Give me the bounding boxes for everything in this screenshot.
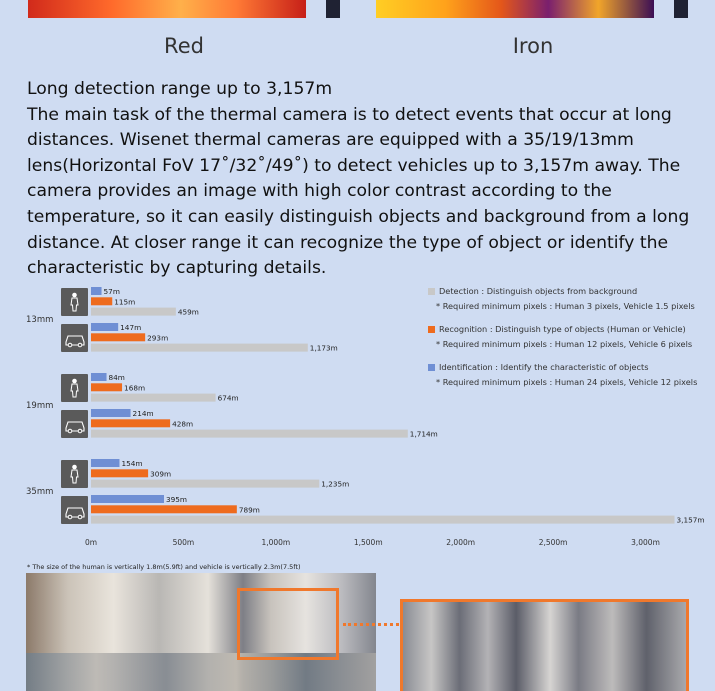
bar-recognition-13mm-human [91,297,112,305]
x-tick-label: 0m [84,538,98,547]
car-wheel-icon [68,343,72,347]
lens-label-19mm: 19mm [26,401,54,411]
bar-identification-13mm-human [91,287,102,295]
bar-detection-35mm-human [91,480,319,488]
person-head-icon [72,465,77,470]
size-footnote: * The size of the human is vertically 1.8m(5.9ft) and vehicle is vertically 2.3m(7.5ft) [27,563,301,571]
legend-recognition-note: * Required minimum pixels : Human 12 pixels, Vehicle 6 pixels [436,339,693,349]
zoomed-detail-photo [400,599,689,691]
person-head-icon [72,379,77,384]
bar-label-identification-13mm-vehicle: 147m [120,323,142,332]
bar-label-detection-13mm-human: 459m [177,307,199,317]
bar-identification-19mm-human [91,373,107,381]
bar-label-recognition-19mm-vehicle: 428m [172,419,194,429]
vehicle-icon [61,410,88,438]
legend-identification-note: * Required minimum pixels : Human 24 pixels, Vehicle 12 pixels [436,377,698,387]
bar-detection-13mm-vehicle [91,344,308,352]
bar-label-identification-19mm-human: 84m [108,373,125,382]
zoom-connector [343,623,399,626]
bar-recognition-35mm-vehicle [91,505,237,513]
bar-label-identification-35mm-human: 154m [121,459,143,468]
x-tick-label: 2,000m [446,538,476,547]
x-tick-label: 1,500m [353,538,383,547]
article-heading: Long detection range up to 3,157m [27,79,333,99]
bar-label-identification-19mm-vehicle: 214m [132,409,154,418]
x-tick-label: 500m [172,538,195,547]
bar-recognition-35mm-human [91,469,148,477]
bar-detection-13mm-human [91,308,176,316]
bar-identification-35mm-human [91,459,119,467]
bar-label-recognition-19mm-human: 168m [124,383,146,393]
lens-label-35mm: 35mm [26,487,54,497]
bar-label-identification-35mm-vehicle: 395m [166,495,188,504]
legend-identification-title: Identification : Identify the characteristic of objects [439,362,649,372]
detection-range-chart [0,282,715,557]
image-frame-edge [674,0,688,18]
iron-caption: Iron [512,34,554,58]
bar-recognition-13mm-vehicle [91,333,145,341]
legend-recognition-title: Recognition : Distinguish type of objects (Human or Vehicle) [439,324,686,334]
lens-label-13mm: 13mm [26,315,54,325]
bar-recognition-19mm-vehicle [91,419,170,427]
bar-label-detection-13mm-vehicle: 1,173m [309,343,338,353]
car-wheel-icon [78,515,82,519]
bar-recognition-19mm-human [91,383,122,391]
legend-detection-note: * Required minimum pixels : Human 3 pixels, Vehicle 1.5 pixels [436,301,695,311]
bar-identification-13mm-vehicle [91,323,118,331]
bar-label-recognition-35mm-vehicle: 789m [238,505,260,515]
vehicle-icon [61,496,88,524]
bar-label-identification-13mm-human: 57m [103,287,120,296]
red-palette-thermal-image [28,0,306,18]
bar-label-detection-35mm-human: 1,235m [321,479,350,489]
x-tick-label: 3,000m [631,538,660,547]
human-icon [61,460,88,488]
bar-label-detection-35mm-vehicle: 3,157m [676,515,705,525]
car-wheel-icon [68,429,72,433]
vehicle-icon [61,324,88,352]
article-paragraph: The main task of the thermal camera is to detect events that occur at long distances. Wisenet thermal cameras are equipped with a 35/19/13mm lens(Horizontal FoV 17˚/32˚/49˚) to detect vehicles up to 3,157m away. The camera provides an image with high color contrast according to the temperature, so it can easily distinguish objects and background from a long distance. At closer range it can recognize the type of object or identify the characteristic by capturing details. [27,104,690,279]
human-icon [61,288,88,316]
bar-identification-19mm-vehicle [91,409,131,417]
bar-label-detection-19mm-vehicle: 1,714m [409,429,438,439]
bar-detection-19mm-human [91,394,216,402]
car-wheel-icon [68,515,72,519]
zoom-region-box [237,588,339,660]
bar-label-detection-19mm-human: 674m [217,393,239,403]
car-wheel-icon [78,429,82,433]
person-head-icon [72,293,77,298]
article-body [27,77,699,282]
bar-detection-19mm-vehicle [91,430,408,438]
legend-detection-title: Detection : Distinguish objects from background [439,286,638,296]
bar-label-recognition-35mm-human: 309m [150,469,172,479]
bar-identification-35mm-vehicle [91,495,164,503]
x-tick-label: 2,500m [538,538,568,547]
x-tick-label: 1,000m [261,538,291,547]
bar-label-recognition-13mm-human: 115m [114,297,136,307]
bar-detection-35mm-vehicle [91,516,675,524]
iron-palette-thermal-image [376,0,654,18]
human-icon [61,374,88,402]
image-frame-edge [326,0,340,18]
bar-label-recognition-13mm-vehicle: 293m [147,333,169,343]
red-caption: Red [164,34,204,58]
car-wheel-icon [78,343,82,347]
